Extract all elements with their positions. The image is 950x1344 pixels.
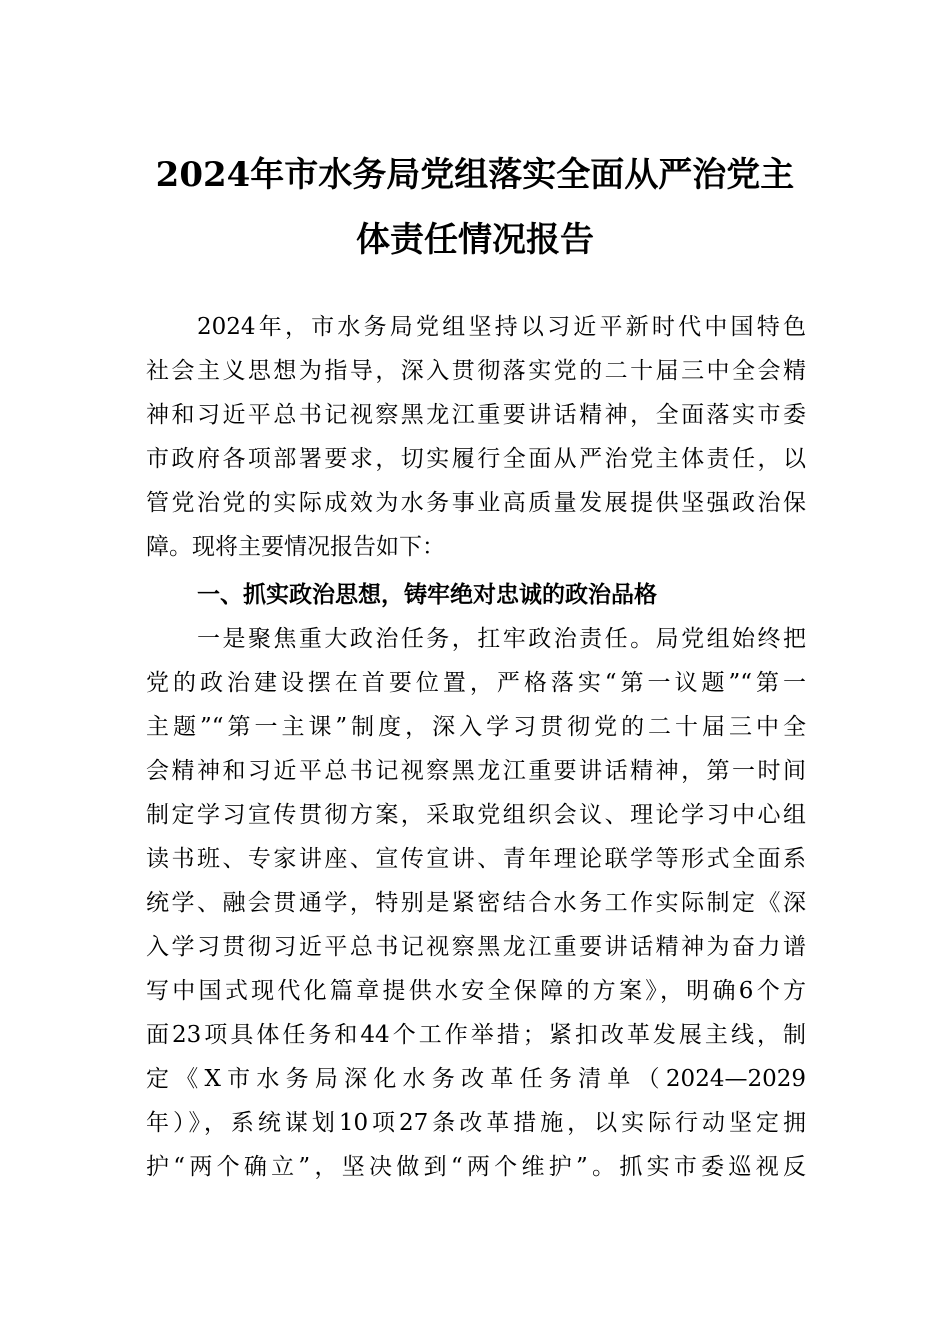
text-line: 神和习近平总书记视察黑龙江重要讲话精神，全面落实市委 xyxy=(146,402,806,428)
text-line: 2024年，市水务局党组坚持以习近平新时代中国特色 xyxy=(197,314,806,340)
section-heading: 一、抓实政治思想，铸牢绝对忠诚的政治品格 xyxy=(197,582,657,608)
text-line: 会精神和习近平总书记视察黑龙江重要讲话精神，第一时间 xyxy=(146,758,806,784)
text-line: 市政府各项部署要求，切实履行全面从严治党主体责任，以 xyxy=(146,446,806,472)
text-line: 党的政治建设摆在首要位置，严格落实“第一议题”“第一 xyxy=(146,670,806,696)
text-line: 制定学习宣传贯彻方案，采取党组织会议、理论学习中心组 xyxy=(146,802,806,828)
text-line: 社会主义思想为指导，深入贯彻落实党的二十届三中全会精 xyxy=(146,358,806,384)
document-title-line-1: 2024年市水务局党组落实全面从严治党主 xyxy=(155,155,795,195)
text-line: 一是聚焦重大政治任务，扛牢政治责任。局党组始终把 xyxy=(197,626,806,652)
text-line: 面23项具体任务和44个工作举措；紧扣改革发展主线，制 xyxy=(146,1022,806,1048)
text-line: 入学习贯彻习近平总书记视察黑龙江重要讲话精神为奋力谱 xyxy=(146,934,806,960)
document-body xyxy=(146,305,806,1189)
text-line: 护“两个确立”，坚决做到“两个维护”。抓实市委巡视反 xyxy=(146,1154,806,1180)
document-title-line-2: 体责任情况报告 xyxy=(356,220,594,260)
intro-paragraph xyxy=(146,305,806,569)
text-line: 管党治党的实际成效为水务事业高质量发展提供坚强政治保 xyxy=(146,490,806,516)
text-line: 年）》，系统谋划10项27条改革措施，以实际行动坚定拥 xyxy=(146,1110,806,1136)
text-line: 写中国式现代化篇章提供水安全保障的方案》，明确6个方 xyxy=(146,978,806,1004)
text-line: 定《X市水务局深化水务改革任务清单（2024—2029 xyxy=(146,1066,806,1092)
text-line: 统学、融会贯通学，特别是紧密结合水务工作实际制定《深 xyxy=(146,890,806,916)
text-line: 读书班、专家讲座、宣传宣讲、青年理论联学等形式全面系 xyxy=(146,846,806,872)
section-paragraph xyxy=(146,617,806,1189)
text-line: 障。现将主要情况报告如下： xyxy=(146,534,445,560)
text-line: 主题”“第一主课”制度，深入学习贯彻党的二十届三中全 xyxy=(146,714,806,740)
